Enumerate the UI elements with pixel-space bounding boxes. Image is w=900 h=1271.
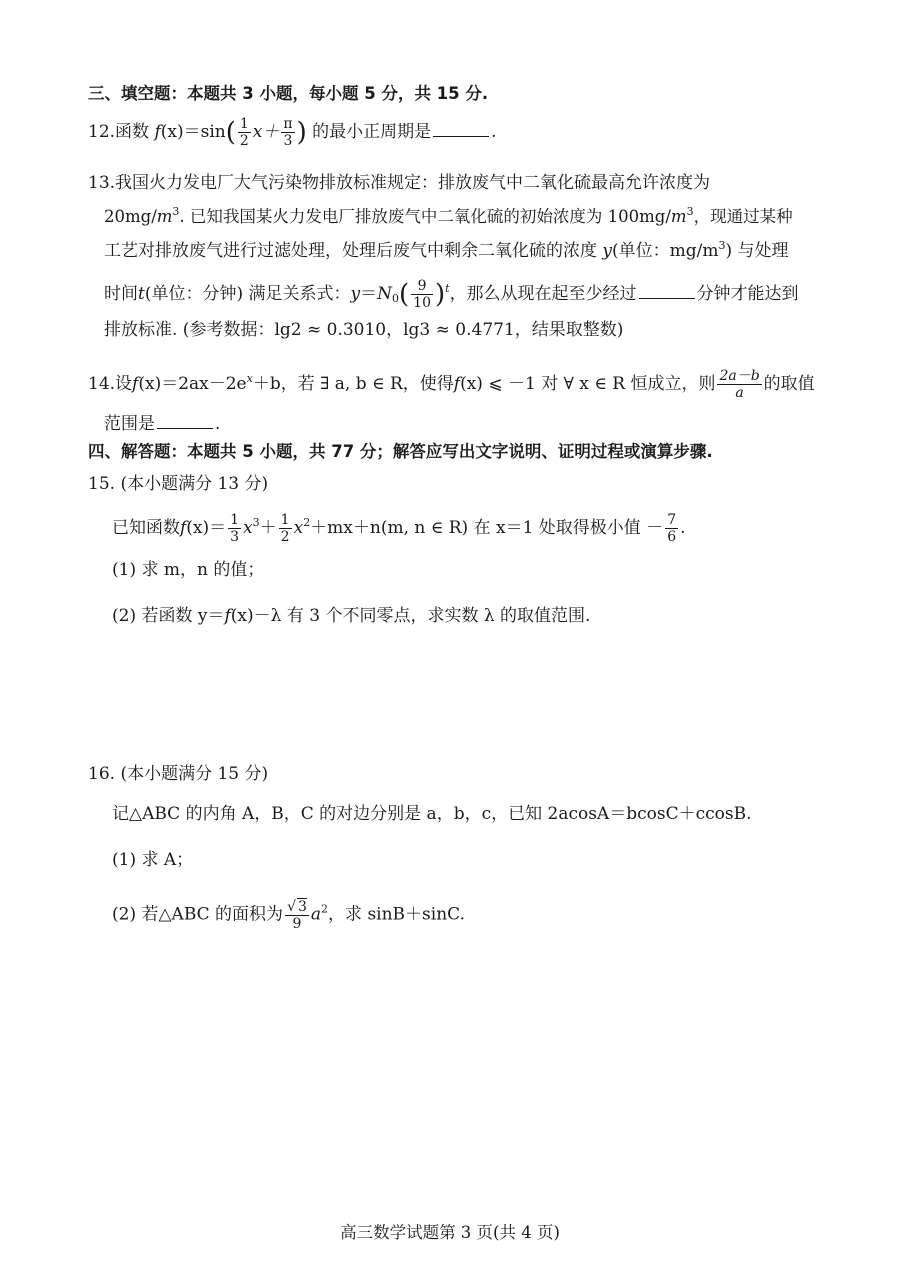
question-15-title: 15. (本小题满分 13 分) — [88, 474, 269, 494]
fraction: $\frac{1}{2}$ — [280, 512, 290, 545]
q14-number: 14. — [88, 374, 116, 394]
q12-number: 12. — [88, 122, 116, 142]
question-13-line-5: 排放标准. (参考数据：lg2 ≈ 0.3010，lg3 ≈ 0.4771，结果取整数) — [104, 320, 624, 340]
question-14-line-1: 14.设$f(x)=2ax-2e^x+b$，若 ∃ a, b ∈ R，使得f(x) ⩽ －1 对 ∀ x ∈ R 恒成立，则 $\frac{2a-b}{a}$ 的取值 — [88, 368, 815, 401]
section-4-header: 四、解答题：本题共 5 小题，共 77 分；解答应写出文字说明、证明过程或演算步骤. — [88, 442, 713, 461]
question-16-title: 16. (本小题满分 15 分) — [88, 764, 269, 784]
question-14-line-2: 范围是 . — [104, 410, 220, 436]
answer-blank — [157, 410, 213, 429]
question-13-line-3: 工艺对排放废气进行过滤处理，处理后废气中剩余二氧化硫的浓度 y(单位：$mg/m^3$) 与处理 — [104, 239, 789, 261]
section-3-header: 三、填空题：本题共 3 小题，每小题 5 分，共 15 分. — [88, 84, 489, 103]
question-13-line-2: $20mg/m^3$. 已知我国某火力发电厂排放废气中二氧化硫的初始浓度为 $100mg/m^3$，现通过某种 — [104, 205, 793, 226]
question-12: 12.函数 f(x)＝sin( $\frac{1}{2}$ x＋ $\frac{\pi}{3}$ ) 的最小正周期是 . — [88, 116, 497, 149]
fraction: $\frac{7}{6}$ — [667, 512, 677, 545]
answer-blank — [639, 280, 695, 299]
question-15-stem: 已知函数f(x)＝ $\frac{1}{3}$ $x^3+$ $\frac{1}{2}$ $x^2+mx+n(m$, n ∈ R) 在 x＝1 处取得极小值 － $\frac{7}{6}$ . — [112, 512, 686, 545]
question-13-line-1: 13.我国火力发电厂大气污染物排放标准规定：排放废气中二氧化硫最高允许浓度为 — [88, 173, 711, 193]
fraction: $\frac{\pi}{3}$ — [283, 116, 293, 149]
fraction: $\frac{√ 3}{9}$ — [287, 899, 307, 932]
q13-number: 13. — [88, 173, 116, 193]
fraction: $\frac{9}{10}$ — [413, 278, 431, 311]
answer-blank — [433, 118, 489, 137]
fraction: $\frac{2a-b}{a}$ — [719, 368, 760, 401]
question-16-part-2: (2) 若△ABC 的面积为 $\frac{√ 3}{9}$ $a^2$，求 sinB＋sinC. — [112, 899, 465, 932]
question-16-part-1: (1) 求 A； — [112, 850, 194, 870]
question-15-part-1: (1) 求 m，n 的值； — [112, 560, 265, 580]
question-15-part-2: (2) 若函数 y＝f(x)－λ 有 3 个不同零点，求实数 λ 的取值范围. — [112, 606, 591, 626]
question-13-line-4: 时间t(单位：分钟) 满足关系式：$y=N_0$( $\frac{9}{10}$ )$^t$，那么从现在起至少经过 分钟才能达到 — [104, 278, 799, 311]
page-footer: 高三数学试题第 3 页(共 4 页) — [340, 1223, 560, 1242]
fraction: $\frac{1}{2}$ — [239, 116, 249, 149]
fraction: $\frac{1}{3}$ — [230, 512, 240, 545]
question-16-stem: 记△ABC 的内角 A，B，C 的对边分别是 a，b，c，已知 2acosA＝bcosC＋ccosB. — [112, 804, 752, 824]
